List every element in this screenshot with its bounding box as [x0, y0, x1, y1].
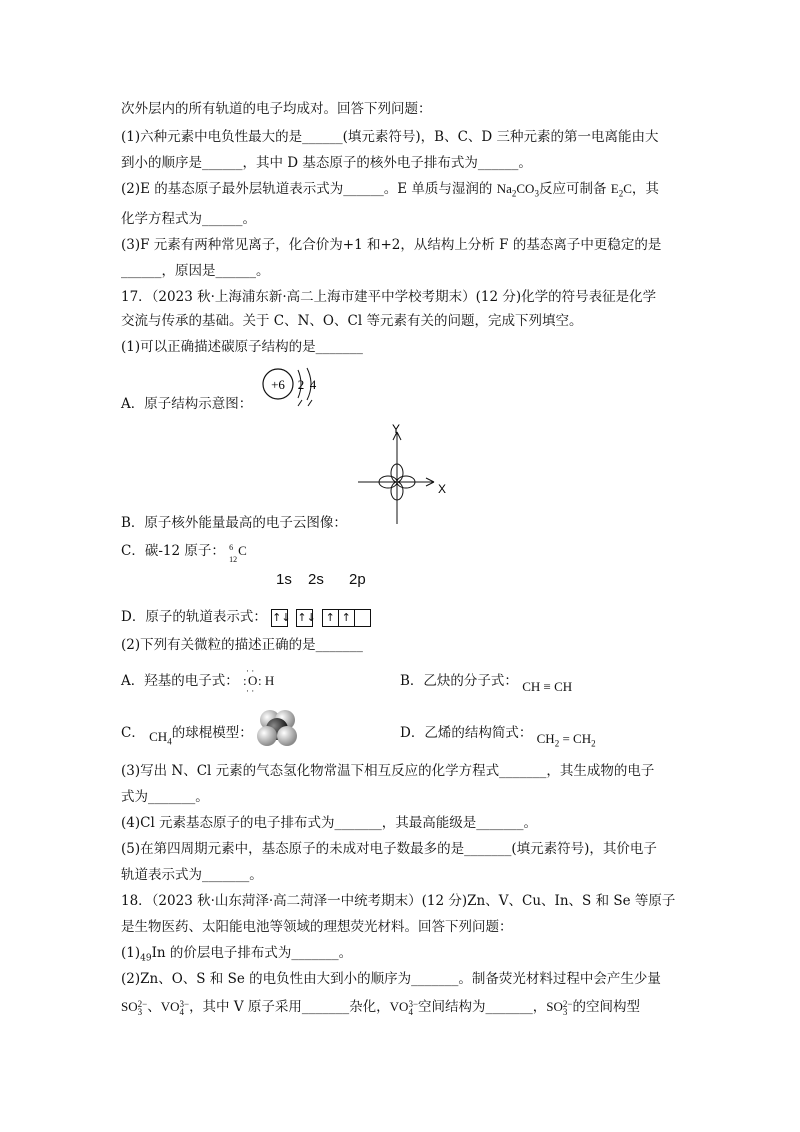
- orbital-box: ↑: [338, 609, 354, 627]
- question-18-title: 18．（2023 秋·山东菏泽·高二菏泽一中统考期末）(12 分)Zn、V、Cu、In、S 和 Se 等原子: [121, 893, 676, 909]
- text-line: (3)F 元素有两种常见离子，化合价为+1 和+2，从结构上分析 F 的基态离子中更稳定的是: [121, 237, 662, 253]
- carbon-12-symbol: 6 12 C: [229, 543, 247, 564]
- option-2b: B．乙炔的分子式： CH ≡ CH: [400, 673, 573, 694]
- question-17-title: 17．（2023 秋·上海浦东新·高二上海市建平中学校考期末）(12 分)化学的符号表征是化学: [121, 289, 657, 305]
- orbital-label: 2s: [308, 571, 324, 588]
- text-line: $(1)_{49}In$ 的价层电子排布式为_______。: [121, 945, 353, 964]
- svg-text:4: 4: [309, 377, 317, 392]
- orbital-box-group: [322, 609, 371, 627]
- text-segment: (2)E 的基态原子最外层轨道表示式为______。E 单质与湿润的: [121, 181, 493, 197]
- orbital-box: ↑: [322, 609, 338, 627]
- text-line: 到小的顺序是______，其中 D 基态原子的核外电子排布式为______。: [121, 155, 532, 171]
- text-line: (4)Cl 元素基态原子的电子排布式为_______，其最高能级是_______。: [121, 815, 538, 831]
- orbital-box: ↑↓: [296, 609, 313, 627]
- formula-methane: $CH_4$: [149, 729, 172, 747]
- formula-sulfite: SO2− 3: [121, 999, 148, 1018]
- hydroxyl-electron-formula: · · : O : H · ·: [243, 666, 275, 696]
- text-line: 次外层内的所有轨道的电子均成对。回答下列问题：: [121, 101, 432, 117]
- option-2a: A．羟基的电子式： · · : O : H · ·: [121, 672, 283, 690]
- orbital-box: [354, 609, 371, 627]
- orbital-label: 1s: [276, 571, 292, 588]
- text-line: (1)六种元素中电负性最大的是______(填元素符号)，B、C、D 三种元素的第一电离能由大: [121, 129, 659, 145]
- svg-text:2: 2: [297, 377, 305, 392]
- formula-na2co3: $Na_2CO_3$: [496, 181, 539, 199]
- atomic-number: 49: [140, 953, 152, 964]
- text-line: 交流与传承的基础。关于 C、N、O、Cl 等元素有关的问题，完成下列填空。: [121, 313, 583, 329]
- option-b: B．原子核外能量最高的电子云图像：: [121, 515, 347, 531]
- formula-vanadate: VO3− 4: [389, 999, 419, 1018]
- methane-ball-stick-model: [256, 708, 298, 748]
- svg-text:Y: Y: [391, 422, 401, 436]
- text-line: (3)写出 N、Cl 元素的气态氢化物常温下相互反应的化学方程式_______，其生成物的电子: [121, 763, 655, 779]
- text-line: SO2− 3 、VO3− 4 ，其中 V 原子采用_______杂化，VO3− 4 空间结构为_______，SO2− 3 的空间构型: [121, 999, 640, 1018]
- electron-cloud-diagram: [352, 420, 452, 526]
- text-line: (2)下列有关微粒的描述正确的是_______: [121, 637, 363, 653]
- option-d: D．原子的轨道表示式： ↑↓ ↑↓ ↑ ↑: [121, 608, 371, 627]
- orbital-box: ↑↓: [271, 609, 288, 627]
- text-line: ______，原因是______。: [121, 263, 270, 279]
- formula-e2c: $E_2C$: [610, 181, 632, 199]
- atom-structure-diagram: [258, 364, 328, 412]
- text-line: 化学方程式为______。: [121, 211, 256, 227]
- svg-text:X: X: [438, 482, 447, 496]
- formula-vanadate: VO3− 4: [160, 999, 190, 1018]
- text-line: (1)可以正确描述碳原子结构的是_______: [121, 339, 363, 355]
- option-2c: C． $CH_4$的球棍模型：: [121, 725, 253, 747]
- text-line: (5)在第四周期元素中，基态原子的未成对电子数最多的是_______(填元素符号)，其价电子: [121, 841, 657, 857]
- text-line: (2)Zn、O、S 和 Se 的电负性由大到小的顺序为_______。制备荧光材料过程中会产生少量: [121, 971, 661, 987]
- formula-ethylene: $CH_2 = CH_2$: [536, 731, 596, 749]
- formula-sulfite: SO2− 3: [546, 999, 573, 1018]
- svg-text:+6: +6: [271, 377, 285, 392]
- option-2d: D．乙烯的结构简式： $CH_2 = CH_2$: [400, 725, 596, 749]
- text-line: 式为_______。: [121, 789, 209, 805]
- formula-acetylene: CH ≡ CH: [522, 679, 573, 694]
- option-a: A．原子结构示意图：: [121, 396, 253, 412]
- text-line: [121, 180, 659, 203]
- text-line: 是生物医药、太阳能电池等领域的理想荧光材料。回答下列问题：: [121, 919, 513, 935]
- orbital-label: 2p: [349, 571, 366, 588]
- text-segment: 反应可制备: [538, 181, 607, 197]
- text-segment: ，其: [631, 181, 659, 197]
- option-c: C．碳-12 原子： 6 12 C: [121, 542, 255, 560]
- text-line: 轨道表示式为_______。: [121, 867, 263, 883]
